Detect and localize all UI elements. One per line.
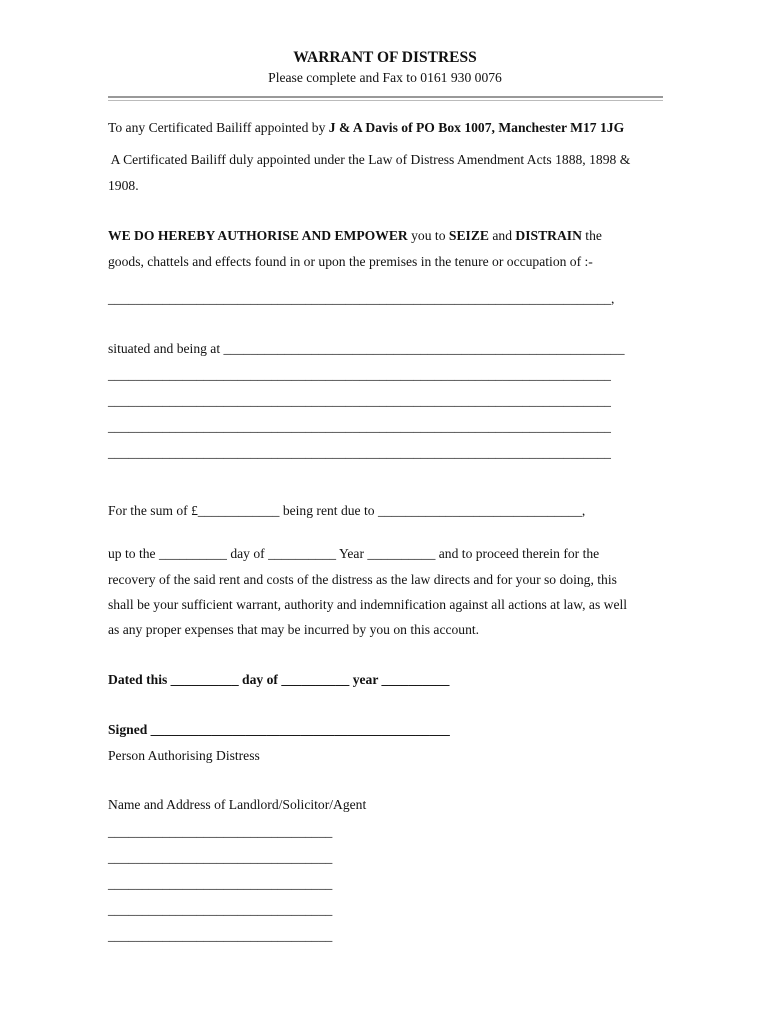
occupant-blank-line: __________________________________________________________________________,	[108, 291, 615, 306]
document-subtitle: Please complete and Fax to 0161 930 0076	[268, 70, 502, 85]
landlord-heading: Name and Address of Landlord/Solicitor/Agent	[108, 797, 367, 812]
address-blank-line: __________________________________________________________________________	[108, 445, 611, 460]
situated-line: situated and being at ___________________________________________________________	[108, 341, 625, 356]
address-blank-line: __________________________________________________________________________	[108, 393, 611, 408]
bailiff-name: J & A Davis of PO Box 1007, Manchester M17 1JG	[328, 120, 625, 135]
seize-bold: SEIZE	[448, 228, 489, 243]
authorise-text-2: and	[488, 228, 516, 243]
law-line-2: 1908.	[108, 178, 139, 193]
authorise-line-2: goods, chattels and effects found in or upon the premises in the tenure or occupation of :-	[108, 254, 593, 269]
authorise-bold: WE DO HEREBY AUTHORISE AND EMPOWER	[108, 228, 408, 243]
signed-line: Signed ____________________________________________	[108, 722, 450, 737]
intro-prefix: To any Certificated Bailiff appointed by	[108, 120, 329, 135]
distrain-bold: DISTRAIN	[515, 228, 582, 243]
document-title: WARRANT OF DISTRESS	[293, 49, 477, 66]
sum-line: For the sum of £____________ being rent due to ______________________________,	[108, 503, 586, 518]
upto-line-1: up to the __________ day of __________ Year __________ and to proceed therein for the	[108, 546, 600, 561]
upto-line-4: as any proper expenses that may be incurred by you on this account.	[108, 622, 480, 637]
authorise-line-1	[108, 228, 602, 244]
landlord-blank-line: _________________________________	[108, 876, 333, 891]
authorise-text-3: the	[581, 228, 602, 243]
authorise-text-1: you to	[407, 228, 449, 243]
upto-line-3: shall be your sufficient warrant, authority and indemnification against all actions at law, as well	[108, 597, 628, 612]
upto-line-2: recovery of the said rent and costs of the distress as the law directs and for your so doing, this	[108, 572, 617, 587]
landlord-blank-line: _________________________________	[108, 824, 333, 839]
header-divider	[108, 96, 663, 98]
landlord-blank-line: _________________________________	[108, 928, 333, 943]
law-line-1: A Certificated Bailiff duly appointed under the Law of Distress Amendment Acts 1888, 1898 &	[108, 152, 631, 167]
address-blank-line: __________________________________________________________________________	[108, 367, 611, 382]
address-blank-line: __________________________________________________________________________	[108, 419, 611, 434]
header-divider-secondary	[108, 100, 663, 101]
landlord-blank-line: _________________________________	[108, 902, 333, 917]
landlord-blank-line: _________________________________	[108, 850, 333, 865]
signed-caption: Person Authorising Distress	[108, 748, 260, 763]
dated-line: Dated this __________ day of __________ year __________	[108, 672, 450, 687]
intro-line	[108, 120, 624, 136]
